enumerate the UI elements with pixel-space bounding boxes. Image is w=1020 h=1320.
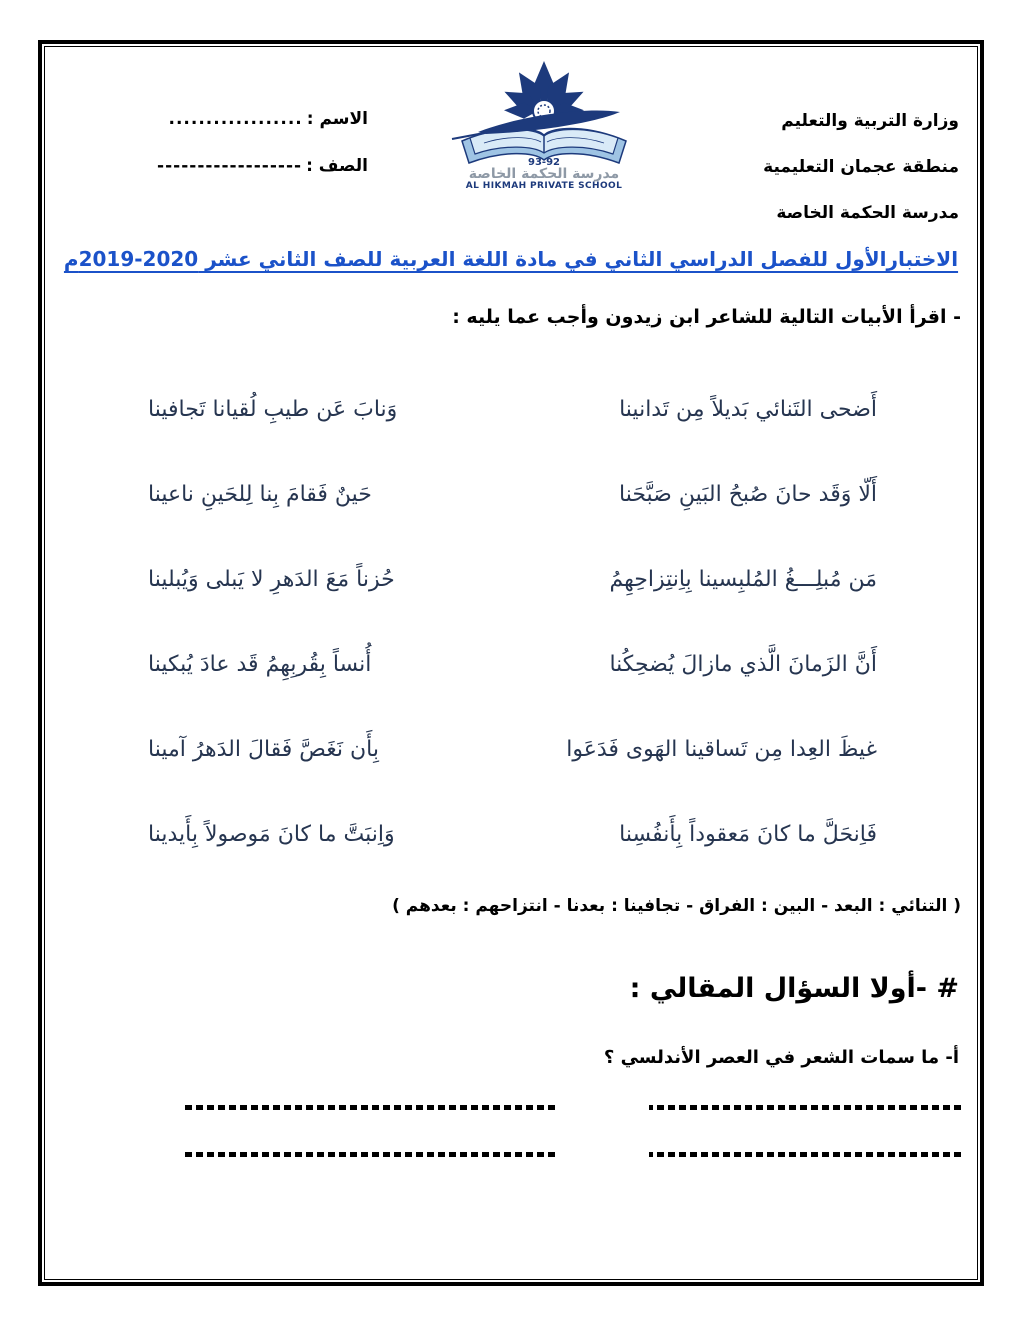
page-content bbox=[45, 47, 977, 1279]
poem-couplet-row bbox=[45, 393, 977, 426]
exam-title: الاختبارالأول للفصل الدراسي الثاني في مادة اللغة العربية للصف الثاني عشر ‎2019-2020‎م bbox=[63, 247, 959, 271]
poem-hemistich-first: أَضحى التَنائي بَديلاً مِن تَدانينا bbox=[619, 397, 877, 422]
essay-question-a: أ- ما سمات الشعر في العصر الأندلسي ؟ bbox=[603, 1047, 959, 1068]
page-border-outer bbox=[38, 40, 984, 1286]
logo-school-name-english: AL HIKMAH PRIVATE SCHOOL bbox=[465, 181, 623, 189]
poem-hemistich-second: أُنساً بِقُربِهِمُ قَد عادَ يُبكينا bbox=[148, 652, 372, 677]
answer-lines-row-1 bbox=[45, 1105, 977, 1110]
answer-line bbox=[649, 1152, 961, 1157]
poem-hemistich-first: فَاِنحَلَّ ما كانَ مَعقوداً بِأَنفُسِنا bbox=[619, 822, 877, 847]
name-label: الاسم : bbox=[306, 109, 368, 129]
page-border-inner bbox=[44, 46, 978, 1280]
poem-hemistich-second: بِأَن نَغَصَّ فَقالَ الدَهرُ آمينا bbox=[148, 737, 379, 762]
poem-couplet-row bbox=[45, 563, 977, 596]
school-logo bbox=[444, 55, 644, 195]
poem-block bbox=[45, 393, 977, 903]
ministry-line-3: مدرسة الحكمة الخاصة bbox=[776, 203, 959, 223]
ministry-line-2: منطقة عجمان التعليمية bbox=[763, 157, 959, 177]
reading-instruction: - اقرأ الأبيات التالية للشاعر ابن زيدون وأجب عما يليه : bbox=[452, 306, 961, 328]
poem-couplet-row bbox=[45, 648, 977, 681]
logo-school-name-arabic: مدرسة الحكمة الخاصة bbox=[468, 166, 620, 182]
poem-hemistich-second: وَنابَ عَن طيبِ لُقيانا تَجافينا bbox=[148, 397, 398, 422]
student-fields bbox=[148, 109, 368, 203]
poem-hemistich-first: أَلّا وَقَد حانَ صُبحُ البَينِ صَبَّحَنا bbox=[619, 482, 877, 507]
poem-couplet-row bbox=[45, 818, 977, 851]
ministry-line-1: وزارة التربية والتعليم bbox=[781, 111, 959, 131]
name-field bbox=[148, 109, 368, 129]
poem-hemistich-second: حَينٌ فَقامَ بِنا لِلحَينِ ناعينا bbox=[148, 482, 372, 507]
answer-lines-row-2 bbox=[45, 1152, 977, 1157]
poem-hemistich-first: مَن مُبلِـــغُ المُلبِسينا بِاِنتِزاحِهِمُ bbox=[609, 567, 877, 592]
poem-hemistich-first: أَنَّ الزَمانَ الَّذي مازالَ يُضحِكُنا bbox=[609, 652, 877, 677]
poem-couplet-row bbox=[45, 733, 977, 766]
poem-hemistich-second: وَاِنبَتَّ ما كانَ مَوصولاً بِأَيدينا bbox=[148, 822, 395, 847]
answer-line bbox=[183, 1152, 555, 1157]
answer-line bbox=[183, 1105, 555, 1110]
ministry-header bbox=[763, 111, 959, 249]
class-blank: ------------------ bbox=[157, 156, 303, 176]
essay-section-heading: # -أولا السؤال المقالي : bbox=[629, 973, 959, 1004]
poem-couplet-row bbox=[45, 478, 977, 511]
logo-years-text: 93-92 bbox=[528, 157, 560, 168]
class-label: الصف : bbox=[306, 156, 368, 176]
answer-line bbox=[649, 1105, 961, 1110]
poem-hemistich-second: حُزناً مَعَ الدَهرِ لا يَبلى وَيُبلينا bbox=[148, 567, 395, 592]
glossary-line: ( التنائي : البعد - البين : الفراق - تجافينا : بعدنا - انتزاحهم : بعدهم ) bbox=[392, 896, 961, 916]
name-blank: .................. bbox=[168, 109, 303, 129]
poem-hemistich-first: غيظَ العِدا مِن تَساقينا الهَوى فَدَعَوا bbox=[566, 737, 877, 762]
school-logo-icon bbox=[444, 55, 644, 189]
class-field bbox=[148, 156, 368, 176]
